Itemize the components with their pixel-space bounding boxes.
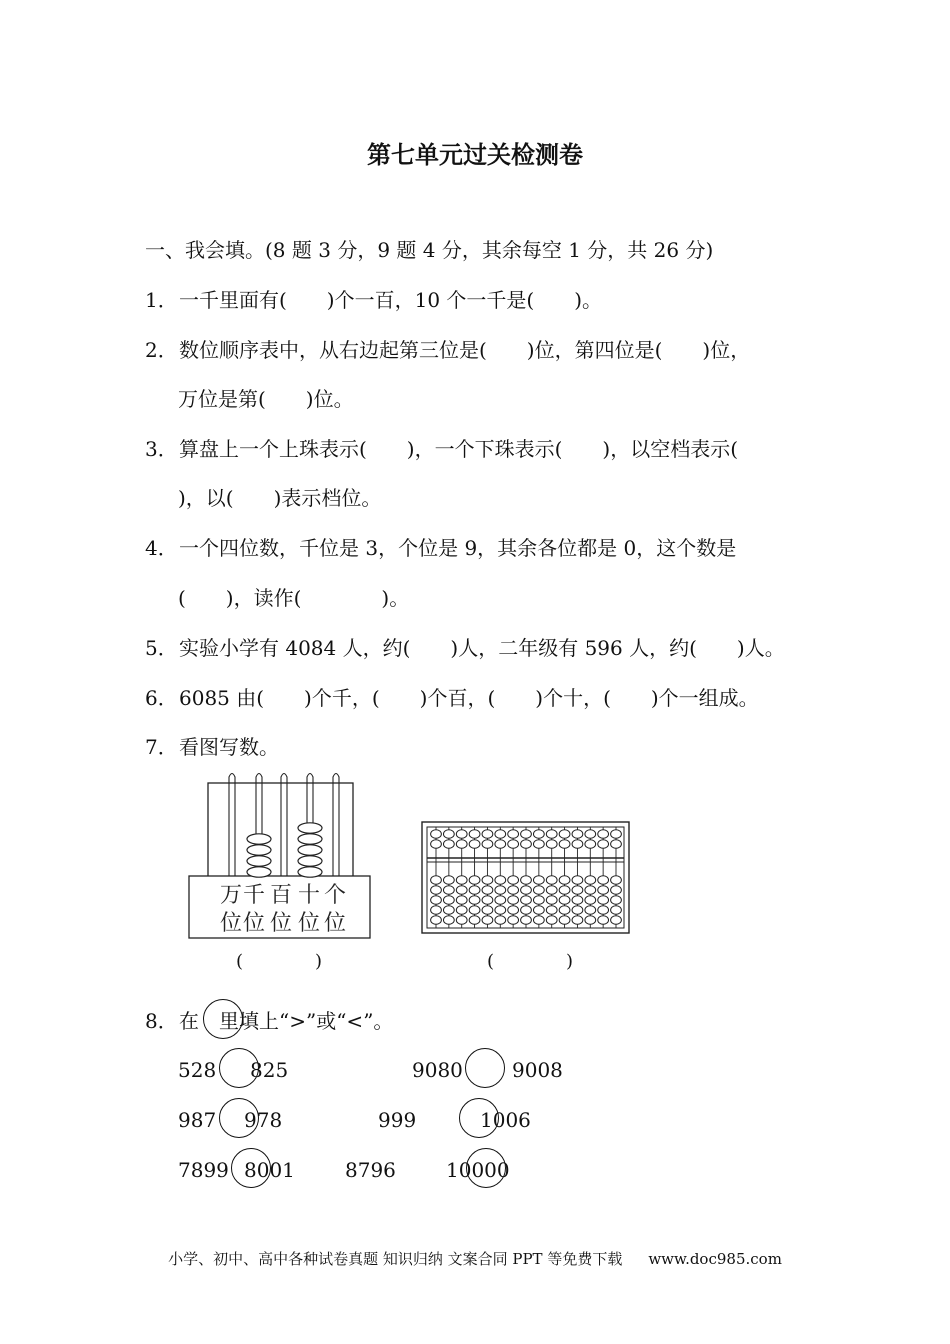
question-number: 7．	[145, 735, 178, 759]
abacus-bead-upper	[521, 830, 532, 839]
counting-bead	[298, 823, 322, 833]
abacus-bead-lower	[546, 896, 557, 905]
label-bai-top: 百	[269, 883, 293, 908]
label-wei-5: 位	[323, 911, 347, 936]
abacus-bead-lower	[559, 876, 570, 885]
compare-left: 8796	[345, 1158, 396, 1182]
answer-blank-1[interactable]: ( )	[236, 951, 323, 972]
abacus-bead-lower	[559, 916, 570, 925]
abacus-bead-lower	[533, 906, 544, 915]
question-4-cont: ( )，读作( )。	[178, 586, 410, 610]
question-2	[145, 336, 750, 364]
label-wei-4: 位	[297, 911, 321, 936]
abacus-bead-lower	[533, 896, 544, 905]
abacus-bead-lower	[572, 916, 583, 925]
abacus-bead-upper	[508, 840, 519, 849]
question-7	[145, 733, 279, 761]
question-3-cont: )，以( )表示档位。	[178, 486, 382, 510]
abacus-bead-upper	[559, 840, 570, 849]
abacus-bead-lower	[431, 916, 442, 925]
abacus-bead-upper	[546, 840, 557, 849]
abacus-bead-lower	[611, 906, 622, 915]
question-number: 3．	[145, 437, 178, 461]
abacus-bead-lower	[572, 896, 583, 905]
abacus-bead-lower	[508, 876, 519, 885]
abacus-figure	[420, 820, 632, 936]
abacus-bead-upper	[572, 830, 583, 839]
abacus-bead-lower	[598, 876, 609, 885]
compare-left: 7899	[178, 1158, 229, 1182]
question-number: 6．	[145, 686, 178, 710]
abacus-bead-lower	[482, 886, 493, 895]
abacus-bead-lower	[533, 886, 544, 895]
abacus-bead-lower	[533, 916, 544, 925]
abacus-bead-upper	[611, 840, 622, 849]
abacus-bead-upper	[559, 830, 570, 839]
abacus-bead-lower	[482, 906, 493, 915]
abacus-bead-lower	[611, 876, 622, 885]
compare-right: 8001	[244, 1158, 295, 1182]
counting-bead	[247, 856, 271, 866]
abacus-bead-lower	[521, 876, 532, 885]
compare-right: 10000	[446, 1158, 510, 1182]
question-5	[145, 634, 785, 662]
abacus-bead-upper	[482, 840, 493, 849]
abacus-bead-lower	[495, 896, 506, 905]
footer-link[interactable]: www.doc985.com	[648, 1250, 782, 1268]
abacus-bead-lower	[611, 916, 622, 925]
abacus-bead-upper	[533, 830, 544, 839]
abacus-bead-lower	[456, 876, 467, 885]
abacus-bead-upper	[546, 830, 557, 839]
question-1	[145, 286, 602, 314]
counting-bead	[298, 867, 322, 877]
abacus-bead-lower	[469, 916, 480, 925]
question-6	[145, 684, 759, 712]
abacus-bead-lower	[431, 906, 442, 915]
abacus-bead-lower	[443, 896, 454, 905]
question-text: 数位顺序表中，从右边起第三位是( )位，第四位是( )位，	[179, 338, 751, 362]
abacus-bead-lower	[508, 916, 519, 925]
abacus-bead-upper	[469, 840, 480, 849]
compare-left: 9080	[412, 1058, 463, 1082]
abacus-bead-upper	[611, 830, 622, 839]
abacus-bead-lower	[572, 876, 583, 885]
abacus-bead-upper	[431, 830, 442, 839]
footer-text: 小学、初中、高中各种试卷真题 知识归纳 文案合同 PPT 等免费下载	[168, 1250, 623, 1268]
question-number: 2．	[145, 338, 178, 362]
question-text: 算盘上一个上珠表示( )，一个下珠表示( )，以空档表示(	[179, 437, 739, 461]
compare-circle-2[interactable]	[465, 1048, 505, 1088]
abacus-bead-lower	[585, 906, 596, 915]
abacus-bead-upper	[495, 830, 506, 839]
counting-bead	[298, 856, 322, 866]
counting-bead	[298, 834, 322, 844]
question-text: 看图写数。	[179, 735, 279, 759]
question-text: 一千里面有( )个一百，10 个一千是( )。	[179, 288, 603, 312]
question-2-cont: 万位是第( )位。	[178, 387, 354, 411]
question-text: 一个四位数，千位是 3，个位是 9，其余各位都是 0，这个数是	[179, 536, 737, 560]
question-number: 1．	[145, 288, 178, 312]
abacus-bead-upper	[585, 840, 596, 849]
abacus-bead-upper	[456, 830, 467, 839]
abacus-bead-lower	[482, 876, 493, 885]
abacus-bead-upper	[508, 830, 519, 839]
abacus-bead-upper	[495, 840, 506, 849]
abacus-bead-lower	[611, 896, 622, 905]
abacus-bead-lower	[546, 906, 557, 915]
abacus-bead-lower	[546, 886, 557, 895]
abacus-bead-lower	[546, 916, 557, 925]
label-ge-top: 个	[323, 883, 347, 908]
abacus-bead-lower	[598, 906, 609, 915]
abacus-bead-lower	[456, 896, 467, 905]
compare-right: 1006	[480, 1108, 531, 1132]
abacus-bead-upper	[598, 830, 609, 839]
abacus-bead-lower	[508, 906, 519, 915]
abacus-bead-lower	[469, 896, 480, 905]
label-wei-3: 位	[269, 911, 293, 936]
abacus-bead-upper	[533, 840, 544, 849]
abacus-bead-lower	[456, 886, 467, 895]
compare-right: 978	[244, 1108, 283, 1132]
question-number: 5．	[145, 636, 178, 660]
counting-bead	[247, 867, 271, 877]
abacus-bead-lower	[431, 876, 442, 885]
abacus-bead-upper	[585, 830, 596, 839]
abacus-bead-lower	[508, 896, 519, 905]
abacus-bead-lower	[572, 886, 583, 895]
abacus-bead-lower	[431, 896, 442, 905]
counting-rod	[333, 774, 339, 877]
abacus-bead-lower	[495, 916, 506, 925]
abacus-bead-lower	[482, 916, 493, 925]
section-heading: 一、我会填。(8 题 3 分，9 题 4 分，其余每空 1 分，共 26 分)	[145, 238, 714, 262]
abacus-bead-upper	[456, 840, 467, 849]
label-wan-top: 万	[219, 883, 243, 908]
abacus-bead-lower	[559, 886, 570, 895]
abacus-bead-upper	[572, 840, 583, 849]
abacus-bead-upper	[443, 840, 454, 849]
abacus-bead-upper	[482, 830, 493, 839]
page-footer	[0, 1248, 950, 1269]
label-wei-1: 位	[219, 911, 243, 936]
counting-frame-figure	[185, 768, 375, 943]
abacus-bead-lower	[521, 906, 532, 915]
label-wei-2: 位	[242, 911, 266, 936]
example-circle	[203, 999, 243, 1039]
question-text: 6085 由( )个千，( )个百，( )个十，( )个一组成。	[179, 686, 759, 710]
abacus-bead-lower	[443, 906, 454, 915]
abacus-bead-lower	[559, 896, 570, 905]
compare-left: 999	[378, 1108, 417, 1132]
abacus-bead-lower	[456, 906, 467, 915]
compare-right: 825	[250, 1058, 289, 1082]
label-shi-top: 十	[297, 883, 321, 908]
page-title: 第七单元过关检测卷	[367, 141, 583, 169]
abacus-bead-upper	[443, 830, 454, 839]
abacus-bead-lower	[443, 876, 454, 885]
counting-bead	[298, 845, 322, 855]
label-qian-top: 千	[242, 883, 266, 908]
abacus-bead-lower	[585, 876, 596, 885]
abacus-bead-lower	[495, 886, 506, 895]
counting-bead	[247, 845, 271, 855]
abacus-bead-lower	[533, 876, 544, 885]
abacus-bead-lower	[469, 876, 480, 885]
abacus-bead-lower	[456, 916, 467, 925]
abacus-bead-lower	[443, 886, 454, 895]
abacus-bead-lower	[482, 896, 493, 905]
answer-blank-2[interactable]: ( )	[487, 951, 574, 972]
abacus-bead-lower	[598, 896, 609, 905]
question-number: 4．	[145, 536, 178, 560]
abacus-bead-lower	[495, 906, 506, 915]
abacus-bead-lower	[559, 906, 570, 915]
abacus-bead-upper	[431, 840, 442, 849]
question-3	[145, 435, 738, 463]
abacus-bead-lower	[469, 886, 480, 895]
abacus-bead-lower	[521, 886, 532, 895]
abacus-bead-lower	[431, 886, 442, 895]
abacus-bead-lower	[585, 916, 596, 925]
abacus-bead-lower	[611, 886, 622, 895]
abacus-bead-lower	[598, 886, 609, 895]
abacus-bead-lower	[585, 896, 596, 905]
abacus-bead-lower	[572, 906, 583, 915]
compare-right: 9008	[512, 1058, 563, 1082]
compare-left: 528	[178, 1058, 217, 1082]
counting-rod	[229, 774, 235, 877]
abacus-bead-lower	[521, 896, 532, 905]
question-text: 实验小学有 4084 人，约( )人，二年级有 596 人，约( )人。	[179, 636, 785, 660]
counting-rod	[281, 774, 287, 877]
abacus-bead-lower	[469, 906, 480, 915]
abacus-bead-upper	[598, 840, 609, 849]
counting-bead	[247, 834, 271, 844]
abacus-bead-lower	[546, 876, 557, 885]
question-text: 在 里填上“>”或“<”。	[179, 1009, 394, 1033]
abacus-bead-lower	[443, 916, 454, 925]
abacus-bead-lower	[495, 876, 506, 885]
abacus-bead-lower	[598, 916, 609, 925]
abacus-bead-lower	[585, 886, 596, 895]
question-number: 8．	[145, 1009, 178, 1033]
abacus-bead-upper	[521, 840, 532, 849]
abacus-bead-lower	[508, 886, 519, 895]
question-8	[145, 1007, 393, 1035]
question-4	[145, 534, 736, 562]
compare-left: 987	[178, 1108, 217, 1132]
abacus-bead-lower	[521, 916, 532, 925]
abacus-bead-upper	[469, 830, 480, 839]
